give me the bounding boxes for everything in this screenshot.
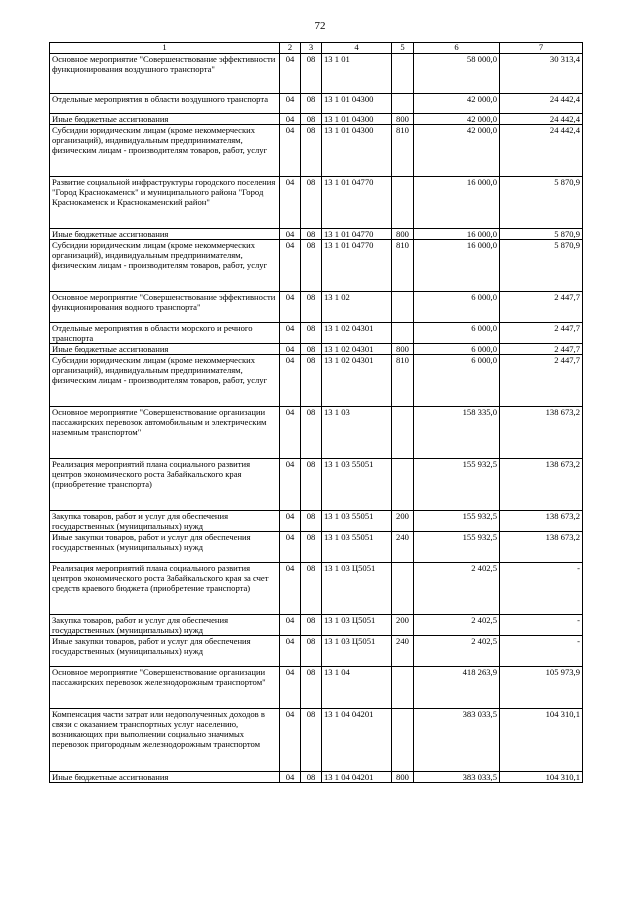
cell-expense-type: 200 (392, 615, 414, 636)
cell-expense-type (392, 292, 414, 323)
cell-subsection: 08 (301, 177, 322, 229)
cell-value-col7: 2 447,7 (500, 355, 583, 407)
cell-target-article: 13 1 03 55051 (322, 511, 392, 532)
cell-name: Иные бюджетные ассигнования (50, 344, 280, 355)
cell-target-article: 13 1 01 04300 (322, 125, 392, 177)
cell-value-col7: 24 442,4 (500, 114, 583, 125)
cell-value-col7: 138 673,2 (500, 407, 583, 459)
table-row (50, 709, 583, 772)
cell-expense-type: 800 (392, 114, 414, 125)
table-row (50, 94, 583, 114)
cell-section: 04 (280, 177, 301, 229)
column-header-5: 5 (392, 43, 414, 54)
cell-value-col6: 2 402,5 (414, 563, 500, 615)
cell-value-col7: 2 447,7 (500, 344, 583, 355)
cell-subsection: 08 (301, 114, 322, 125)
cell-subsection: 08 (301, 532, 322, 563)
cell-subsection: 08 (301, 709, 322, 772)
cell-name: Основное мероприятие "Совершенствование организации пассажирских перевозок железнодорожным транспортом" (50, 667, 280, 709)
table-header-row (50, 43, 583, 54)
cell-value-col6: 16 000,0 (414, 229, 500, 240)
cell-section: 04 (280, 532, 301, 563)
cell-subsection: 08 (301, 240, 322, 292)
cell-value-col7: 2 447,7 (500, 323, 583, 344)
cell-name: Иные бюджетные ассигнования (50, 114, 280, 125)
cell-name: Закупка товаров, работ и услуг для обеспечения государственных (муниципальных) нужд (50, 615, 280, 636)
cell-expense-type: 810 (392, 355, 414, 407)
cell-value-col6: 383 033,5 (414, 772, 500, 783)
table-row (50, 532, 583, 563)
cell-section: 04 (280, 54, 301, 94)
cell-value-col6: 418 263,9 (414, 667, 500, 709)
column-header-6: 6 (414, 43, 500, 54)
cell-value-col6: 16 000,0 (414, 240, 500, 292)
cell-expense-type: 800 (392, 772, 414, 783)
cell-name: Иные закупки товаров, работ и услуг для обеспечения государственных (муниципальных) нужд (50, 532, 280, 563)
cell-section: 04 (280, 511, 301, 532)
table-row (50, 355, 583, 407)
column-header-4: 4 (322, 43, 392, 54)
cell-expense-type (392, 177, 414, 229)
cell-section: 04 (280, 344, 301, 355)
cell-section: 04 (280, 323, 301, 344)
cell-target-article: 13 1 01 04300 (322, 114, 392, 125)
cell-expense-type (392, 323, 414, 344)
cell-name: Реализация мероприятий плана социального развития центров экономического роста Забайкальского края за счет средств краевого бюджета (приобретение транспорта) (50, 563, 280, 615)
cell-section: 04 (280, 407, 301, 459)
cell-expense-type: 800 (392, 229, 414, 240)
table-row (50, 667, 583, 709)
cell-target-article: 13 1 02 (322, 292, 392, 323)
cell-target-article: 13 1 01 04300 (322, 94, 392, 114)
cell-target-article: 13 1 01 (322, 54, 392, 94)
table-row (50, 54, 583, 94)
cell-target-article: 13 1 03 Ц5051 (322, 563, 392, 615)
cell-name: Основное мероприятие "Совершенствование эффективности функционирования воздушного транспорта" (50, 54, 280, 94)
cell-expense-type (392, 407, 414, 459)
cell-expense-type (392, 709, 414, 772)
cell-target-article: 13 1 03 55051 (322, 459, 392, 511)
cell-name: Отдельные мероприятия в области морского и речного транспорта (50, 323, 280, 344)
cell-value-col7: 138 673,2 (500, 511, 583, 532)
budget-table (49, 42, 583, 783)
cell-value-col7: 138 673,2 (500, 459, 583, 511)
cell-value-col6: 6 000,0 (414, 344, 500, 355)
cell-expense-type: 810 (392, 240, 414, 292)
cell-expense-type: 200 (392, 511, 414, 532)
cell-name: Субсидии юридическим лицам (кроме некоммерческих организаций), индивидуальным предпринимателям, физическим лицам - производителям товаров, работ, услуг (50, 240, 280, 292)
page-number: 72 (314, 20, 326, 32)
cell-subsection: 08 (301, 459, 322, 511)
cell-value-col7: 24 442,4 (500, 94, 583, 114)
cell-section: 04 (280, 459, 301, 511)
cell-name: Субсидии юридическим лицам (кроме некоммерческих организаций), индивидуальным предпринимателям, физическим лицам - производителям товаров, работ, услуг (50, 125, 280, 177)
cell-section: 04 (280, 615, 301, 636)
cell-value-col6: 155 932,5 (414, 511, 500, 532)
table-row (50, 636, 583, 667)
table-row (50, 563, 583, 615)
cell-value-col7: 5 870,9 (500, 229, 583, 240)
table-row (50, 240, 583, 292)
cell-section: 04 (280, 114, 301, 125)
column-header-2: 2 (280, 43, 301, 54)
table-row (50, 177, 583, 229)
cell-value-col6: 42 000,0 (414, 125, 500, 177)
cell-section: 04 (280, 229, 301, 240)
cell-value-col6: 2 402,5 (414, 615, 500, 636)
cell-value-col7: 2 447,7 (500, 292, 583, 323)
cell-target-article: 13 1 03 55051 (322, 532, 392, 563)
cell-value-col6: 2 402,5 (414, 636, 500, 667)
cell-subsection: 08 (301, 563, 322, 615)
table-row (50, 125, 583, 177)
cell-subsection: 08 (301, 94, 322, 114)
cell-value-col7: - (500, 636, 583, 667)
cell-section: 04 (280, 125, 301, 177)
cell-target-article: 13 1 04 04201 (322, 709, 392, 772)
cell-section: 04 (280, 240, 301, 292)
cell-value-col6: 6 000,0 (414, 355, 500, 407)
cell-expense-type: 240 (392, 636, 414, 667)
cell-target-article: 13 1 01 04770 (322, 229, 392, 240)
column-header-7: 7 (500, 43, 583, 54)
table-row (50, 407, 583, 459)
cell-expense-type (392, 459, 414, 511)
table-row (50, 323, 583, 344)
cell-value-col6: 383 033,5 (414, 709, 500, 772)
cell-subsection: 08 (301, 344, 322, 355)
cell-subsection: 08 (301, 229, 322, 240)
cell-value-col7: 104 310,1 (500, 709, 583, 772)
cell-target-article: 13 1 03 Ц5051 (322, 615, 392, 636)
cell-value-col6: 6 000,0 (414, 323, 500, 344)
table-row (50, 615, 583, 636)
cell-name: Основное мероприятие "Совершенствование организации пассажирских перевозок автомобильным и электрическим наземным транспортом" (50, 407, 280, 459)
cell-value-col6: 155 932,5 (414, 459, 500, 511)
table-row (50, 459, 583, 511)
cell-target-article: 13 1 02 04301 (322, 355, 392, 407)
cell-name: Иные бюджетные ассигнования (50, 772, 280, 783)
cell-value-col7: 138 673,2 (500, 532, 583, 563)
cell-name: Иные закупки товаров, работ и услуг для обеспечения государственных (муниципальных) нужд (50, 636, 280, 667)
cell-value-col7: 105 973,9 (500, 667, 583, 709)
cell-subsection: 08 (301, 355, 322, 407)
cell-subsection: 08 (301, 511, 322, 532)
column-header-3: 3 (301, 43, 322, 54)
cell-section: 04 (280, 636, 301, 667)
cell-value-col7: 24 442,4 (500, 125, 583, 177)
table-body (50, 54, 583, 783)
table-row (50, 229, 583, 240)
cell-value-col6: 42 000,0 (414, 114, 500, 125)
cell-value-col7: - (500, 615, 583, 636)
cell-name: Отдельные мероприятия в области воздушного транспорта (50, 94, 280, 114)
cell-section: 04 (280, 563, 301, 615)
cell-name: Закупка товаров, работ и услуг для обеспечения государственных (муниципальных) нужд (50, 511, 280, 532)
cell-expense-type (392, 667, 414, 709)
cell-target-article: 13 1 01 04770 (322, 177, 392, 229)
table-row (50, 772, 583, 783)
cell-expense-type: 800 (392, 344, 414, 355)
table-row (50, 114, 583, 125)
cell-name: Основное мероприятие "Совершенствование эффективности функционирования водного транспорта" (50, 292, 280, 323)
cell-expense-type (392, 94, 414, 114)
column-header-1: 1 (50, 43, 280, 54)
cell-expense-type: 810 (392, 125, 414, 177)
cell-subsection: 08 (301, 323, 322, 344)
cell-target-article: 13 1 04 04201 (322, 772, 392, 783)
cell-expense-type (392, 54, 414, 94)
cell-value-col7: 5 870,9 (500, 240, 583, 292)
table-row (50, 511, 583, 532)
cell-value-col6: 158 335,0 (414, 407, 500, 459)
cell-name: Иные бюджетные ассигнования (50, 229, 280, 240)
cell-expense-type (392, 563, 414, 615)
cell-name: Развитие социальной инфраструктуры городского поселения "Город Краснокаменск" и муниципального района "Город Краснокаменск и Краснокаменский район" (50, 177, 280, 229)
cell-value-col7: 104 310,1 (500, 772, 583, 783)
cell-target-article: 13 1 04 (322, 667, 392, 709)
cell-value-col6: 16 000,0 (414, 177, 500, 229)
cell-subsection: 08 (301, 667, 322, 709)
cell-subsection: 08 (301, 407, 322, 459)
cell-target-article: 13 1 03 Ц5051 (322, 636, 392, 667)
cell-expense-type: 240 (392, 532, 414, 563)
cell-value-col6: 155 932,5 (414, 532, 500, 563)
cell-subsection: 08 (301, 54, 322, 94)
cell-name: Реализация мероприятий плана социального развития центров экономического роста Забайкальского края (приобретение транспорта) (50, 459, 280, 511)
cell-name: Субсидии юридическим лицам (кроме некоммерческих организаций), индивидуальным предпринимателям, физическим лицам - производителям товаров, работ, услуг (50, 355, 280, 407)
cell-value-col6: 6 000,0 (414, 292, 500, 323)
cell-value-col7: - (500, 563, 583, 615)
cell-section: 04 (280, 709, 301, 772)
cell-value-col7: 30 313,4 (500, 54, 583, 94)
cell-target-article: 13 1 02 04301 (322, 344, 392, 355)
cell-section: 04 (280, 94, 301, 114)
cell-section: 04 (280, 667, 301, 709)
cell-subsection: 08 (301, 772, 322, 783)
cell-value-col6: 42 000,0 (414, 94, 500, 114)
cell-subsection: 08 (301, 292, 322, 323)
cell-subsection: 08 (301, 636, 322, 667)
cell-subsection: 08 (301, 615, 322, 636)
table-row (50, 292, 583, 323)
cell-target-article: 13 1 03 (322, 407, 392, 459)
cell-name: Компенсация части затрат или недополученных доходов в связи с оказанием транспортных услуг населению, возникающих при выполнении социально значимых перевозок пригородным железнодорожным транспортом (50, 709, 280, 772)
cell-section: 04 (280, 355, 301, 407)
table-row (50, 344, 583, 355)
cell-target-article: 13 1 01 04770 (322, 240, 392, 292)
cell-value-col6: 58 000,0 (414, 54, 500, 94)
cell-value-col7: 5 870,9 (500, 177, 583, 229)
cell-target-article: 13 1 02 04301 (322, 323, 392, 344)
cell-subsection: 08 (301, 125, 322, 177)
cell-section: 04 (280, 772, 301, 783)
cell-section: 04 (280, 292, 301, 323)
